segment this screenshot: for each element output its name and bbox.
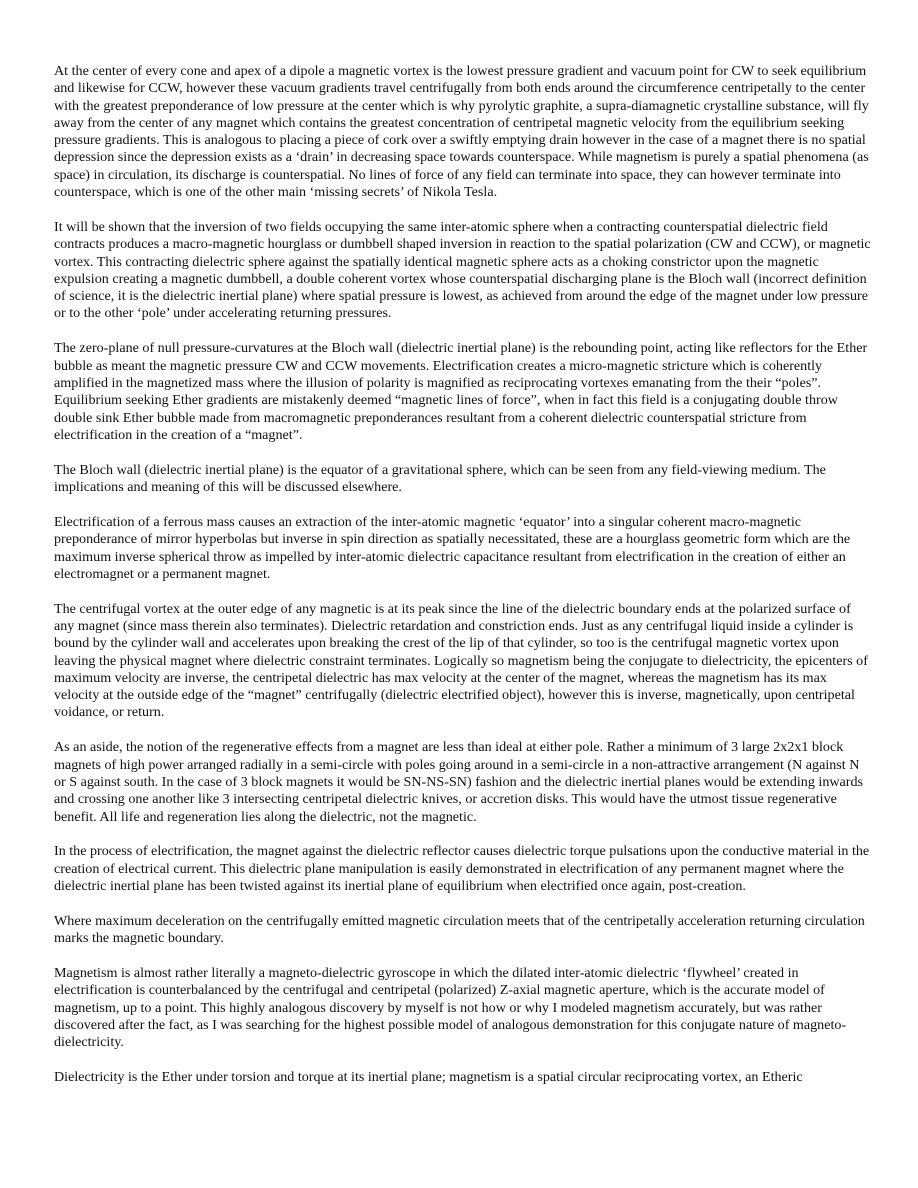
paragraph-bloch-wall: The Bloch wall (dielectric inertial plane) is the equator of a gravitational sphere, which can be seen from any field-viewing medium. The implications and meaning of this will be discussed elsewhere. — [54, 461, 826, 496]
paragraph-gyroscope: Magnetism is almost rather literally a magneto-dielectric gyroscope in which the dilated inter-atomic dielectric ‘flywheel’ created in electrification is counterbalanced by the centrifugal and centripetal (polarized) Z-axial magnetic aperture, which is the accurate model of magnetism, up to a point. This highly analogous discovery by myself is not how or why I modeled magnetism accurately, but was rather discovered after the fact, as I was searching for the highest possible model of analogous demonstration for this conjugate nature of magneto-dielectricity. — [54, 965, 847, 1051]
paragraph-electrification-process: In the process of electrification, the magnet against the dielectric reflector causes dielectric torque pulsations upon the conductive material in the creation of electrical current. This dielectric plane manipulation is easily demonstrated in electrification of any permanent magnet where the dielectric inertial plane has been twisted against its inertial plane of equilibrium when electrified once again, post-creation. — [54, 843, 870, 895]
paragraph-regenerative-aside: As an aside, the notion of the regenerative effects from a magnet are less than ideal at either pole. Rather a minimum of 3 large 2x2x1 block magnets of high power arranged radially in a semi-circle with poles going around in a semi-circle in a non-attractive arrangement (N against N or S against south. In the case of 3 block magnets it would be SN-NS-SN) fashion and the dielectric inertial planes would be extending inwards and crossing one another like 3 intersecting centripetal dielectric knives, or accretion disks. This would have the utmost tissue regenerative benefit. All life and regeneration lies along the dielectric, not the magnetic. — [54, 739, 864, 825]
paragraph-cone-apex-vortex: At the center of every cone and apex of a dipole a magnetic vortex is the lowest pressure gradient and vacuum point for CW to seek equilibrium and likewise for CCW, however these vacuum gradients travel centrifugally from both ends around the circumference centripetally to the center with the greatest preponderance of low pressure at the center which is why pyrolytic graphite, a supra-diamagnetic crystalline substance, will fly away from the center of any magnet which contains the greatest concentration of centripetal magnetic velocity from the equilibrium seeking pressure gradients. This is analogous to placing a piece of cork over a swiftly emptying drain however in the case of a magnet there is no spatial depression since the depression exists as a ‘drain’ in decreasing space towards counterspace. While magnetism is purely a spatial phenomena (as space) in circulation, its discharge is counterspatial. No lines of force of any field can terminate into space, they can however terminate into counterspace, which is one of the other main ‘missing secrets’ of Nikola Tesla. — [54, 63, 869, 201]
paragraph-zero-plane: The zero-plane of null pressure-curvatures at the Bloch wall (dielectric inertial plane) is the rebounding point, acting like reflectors for the Ether bubble as meant the magnetic pressure CW and CCW movements. Electrification creates a micro-magnetic stricture which is coherently amplified in the magnetized mass where the illusion of polarity is magnified as reciprocating vortexes emanating from the their “poles”. Equilibrium seeking Ether gradients are mistakenly deemed “magnetic lines of force”, when in fact this field is a conjugating double throw double sink Ether bubble made from macromagnetic preponderances resultant from a coherent dielectric counterspatial stricture from electrification in the creation of a “magnet”. — [54, 340, 868, 443]
paragraph-dielectricity: Dielectricity is the Ether under torsion and torque at its inertial plane; magnetism is a spatial circular reciprocating vortex, an Etheric — [54, 1069, 803, 1086]
paragraph-centrifugal-vortex: The centrifugal vortex at the outer edge of any magnetic is at its peak since the line of the dielectric boundary ends at the polarized surface of any magnet (since mass therein also terminates). Dielectric retardation and constriction ends. Just as any centrifugal liquid inside a cylinder is bound by the cylinder wall and accelerates upon breaking the crest of the lip of that cylinder, so too is the centrifugal magnetic vortex upon leaving the physical magnet where dielectric constraint terminates. Logically so magnetism being the conjugate to dielectricity, the epicenters of maximum velocity are inverse, the centripetal dielectric has max velocity at the center of the magnet, whereas the magnetism has its max velocity at the outside edge of the “magnet” centrifugally (dielectric electrified object), however this is inverse, magnetically, upon centripetal voidance, or return. — [54, 600, 868, 721]
paragraph-magnetic-boundary: Where maximum deceleration on the centrifugally emitted magnetic circulation meets that of the centripetally acceleration returning circulation marks the magnetic boundary. — [54, 912, 865, 947]
document-body — [54, 63, 872, 1104]
paragraph-ferrous-electrification: Electrification of a ferrous mass causes an extraction of the inter-atomic magnetic ‘equator’ into a singular coherent macro-magnetic preponderance of mirror hyperbolas but inverse in spin direction as spatially necessitated, these are a hourglass geometric form which are the maximum inverse spherical throw as impelled by inter-atomic dielectric capacitance resultant from electrification in the creation of either an electromagnet or a permanent magnet. — [54, 513, 851, 582]
paragraph-field-inversion: It will be shown that the inversion of two fields occupying the same inter-atomic sphere when a contracting counterspatial dielectric field contracts produces a macro-magnetic hourglass or dumbbell shaped inversion in reaction to the spatial polarization (CW and CCW), or magnetic vortex. This contracting dielectric sphere against the spatially identical magnetic sphere acts as a choking constrictor upon the magnetic expulsion creating a magnetic dumbbell, a double coherent vortex whose counterspatial discharging plane is the Bloch wall (incorrect definition of science, it is the dielectric inertial plane) where spatial pressure is lowest, as achieved from around the edge of the magnet under low pressure or to the other ‘pole’ under accelerating returning pressures. — [54, 218, 871, 322]
